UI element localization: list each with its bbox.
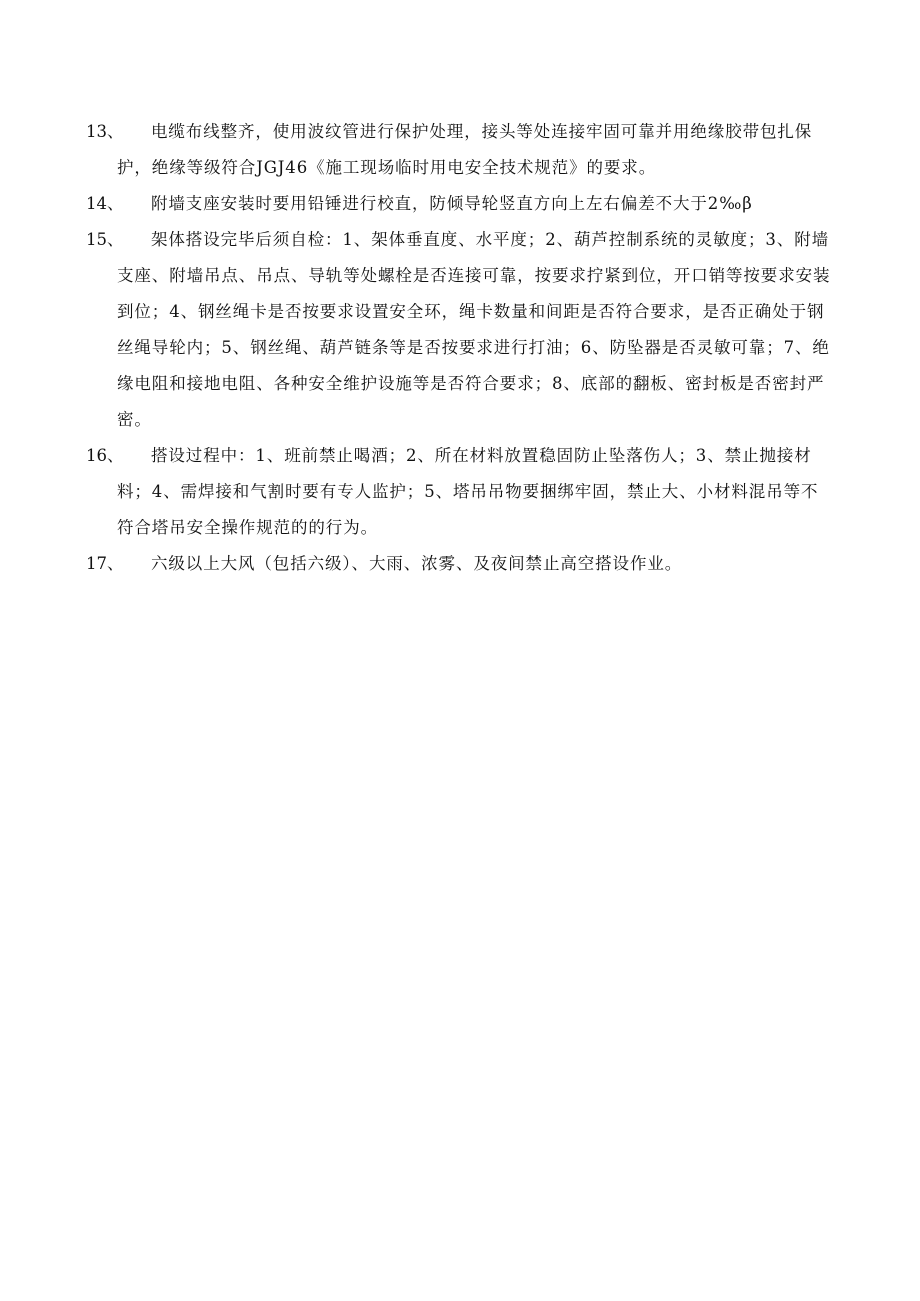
item-text: 搭设过程中：1、班前禁止喝酒；2、所在材料放置稳固防止坠落伤人；3、禁止抛接材料；4、需焊接和气割时要有专人监护；5、塔吊吊物要捆绑牢固，禁止大、小材料混吊等不符合塔吊安全操作规范的的行为。 xyxy=(117,446,819,537)
item-text: 六级以上大风（包括六级）、大雨、浓雾、及夜间禁止高空搭设作业。 xyxy=(151,554,683,573)
item-number: 13、 xyxy=(86,122,124,141)
item-number: 16、 xyxy=(86,446,124,465)
document-body xyxy=(86,114,832,582)
list-item xyxy=(86,546,832,582)
item-text: 附墙支座安装时要用铅锤进行校直，防倾导轮竖直方向上左右偏差不大于2‰β xyxy=(151,194,753,213)
item-text: 架体搭设完毕后须自检：1、架体垂直度、水平度；2、葫芦控制系统的灵敏度；3、附墙支座、附墙吊点、吊点、导轨等处螺栓是否连接可靠，按要求拧紧到位，开口销等按要求安装到位；4、钢丝绳卡是否按要求设置安全环，绳卡数量和间距是否符合要求，是否正确处于钢丝绳导轮内；5、钢丝绳、葫芦链条等是否按要求进行打油；6、防坠器是否灵敏可靠；7、绝缘电阻和接地电阻、各种安全维护设施等是否符合要求；8、底部的翻板、密封板是否密封严密。 xyxy=(117,230,831,429)
list-item xyxy=(86,114,832,186)
list-item xyxy=(86,222,832,438)
list-item xyxy=(86,186,832,222)
item-number: 15、 xyxy=(86,230,124,249)
list-item xyxy=(86,438,832,546)
item-number: 14、 xyxy=(86,194,124,213)
item-text: 电缆布线整齐，使用波纹管进行保护处理，接头等处连接牢固可靠并用绝缘胶带包扎保护，绝缘等级符合JGJ46《施工现场临时用电安全技术规范》的要求。 xyxy=(117,122,813,177)
item-number: 17、 xyxy=(86,554,124,573)
